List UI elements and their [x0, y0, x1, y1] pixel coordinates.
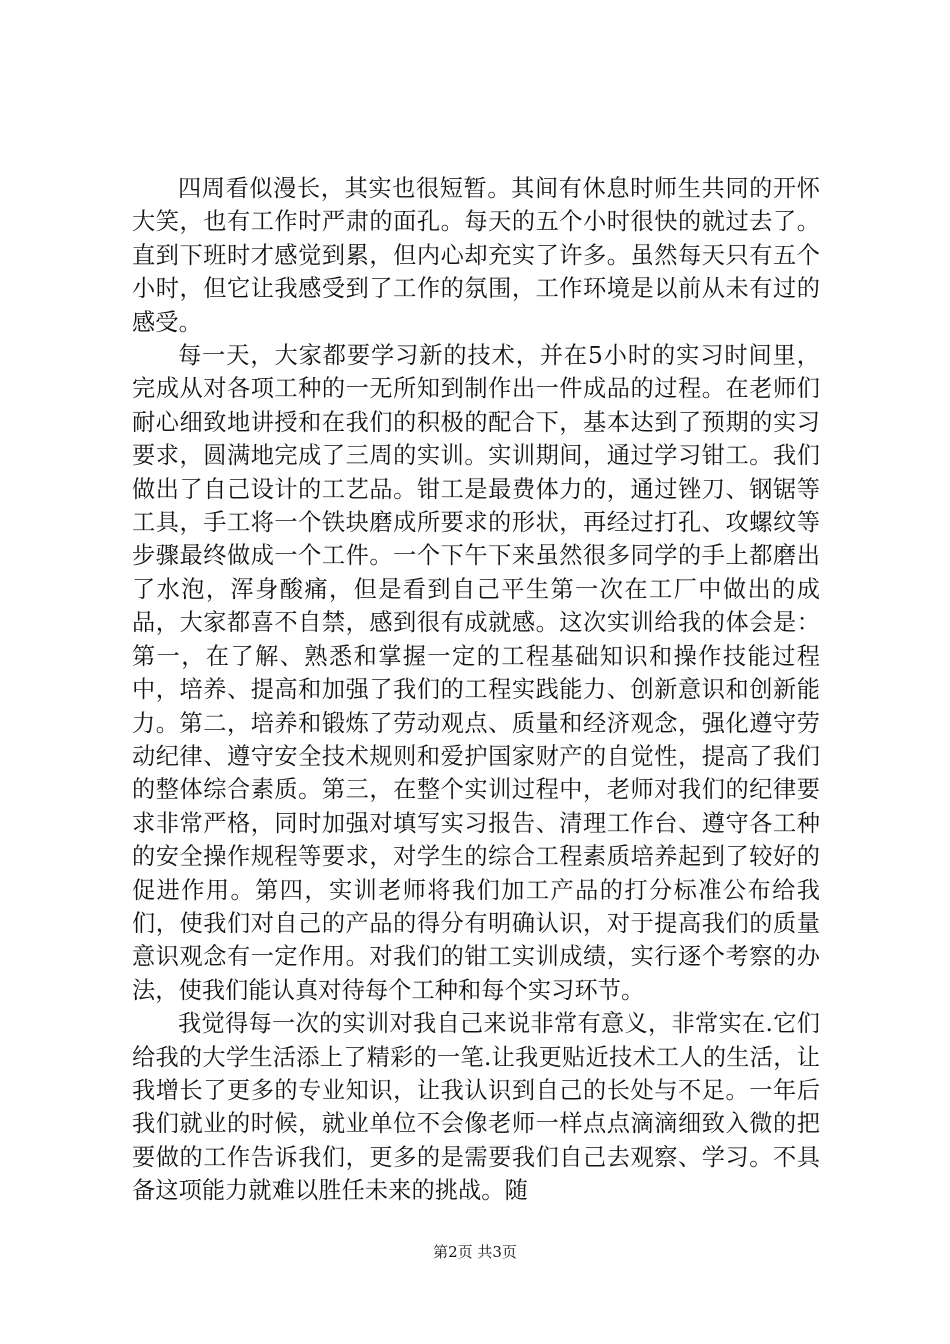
document-body: [132, 172, 820, 1208]
paragraph-3: 我觉得每一次的实训对我自己来说非常有意义，非常实在.它们给我的大学生活添上了精彩的一笔.让我更贴近技术工人的生活，让我增长了更多的专业知识，让我认识到自己的长处与不足。一年后我们就业的时候，就业单位不会像老师一样点点滴滴细致入微的把要做的工作告诉我们，更多的是需要我们自己去观察、学习。不具备这项能力就难以胜任未来的挑战。随: [132, 1010, 820, 1205]
paragraph-2: 每一天，大家都要学习新的技术，并在5小时的实习时间里，完成从对各项工种的一无所知到制作出一件成品的过程。在老师们耐心细致地讲授和在我们的积极的配合下，基本达到了预期的实习要求，圆满地完成了三周的实训。实训期间，通过学习钳工。我们做出了自己设计的工艺品。钳工是最费体力的，通过锉刀、钢锯等工具，手工将一个铁块磨成所要求的形状，再经过打孔、攻螺纹等步骤最终做成一个工件。一个下午下来虽然很多同学的手上都磨出了水泡，浑身酸痛，但是看到自己平生第一次在工厂中做出的成品，大家都喜不自禁，感到很有成就感。这次实训给我的体会是：第一，在了解、熟悉和掌握一定的工程基础知识和操作技能过程中，培养、提高和加强了我们的工程实践能力、创新意识和创新能力。第二，培养和锻炼了劳动观点、质量和经济观念，强化遵守劳动纪律、遵守安全技术规则和爱护国家财产的自觉性，提高了我们的整体综合素质。第三，在整个实训过程中，老师对我们的纪律要求非常严格，同时加强对填写实习报告、清理工作台、遵守各工种的安全操作规程等要求，对学生的综合工程素质培养起到了较好的促进作用。第四，实训老师将我们加工产品的打分标准公布给我们，使我们对自己的产品的得分有明确认识，对于提高我们的质量意识观念有一定作用。对我们的钳工实训成绩，实行逐个考察的办法，使我们能认真对待每个工种和每个实习环节。: [132, 342, 820, 1004]
page-footer: 第2页 共3页: [433, 1243, 517, 1261]
paragraph-1: 四周看似漫长，其实也很短暂。其间有休息时师生共同的开怀大笑，也有工作时严肃的面孔。每天的五个小时很快的就过去了。直到下班时才感觉到累，但内心却充实了许多。虽然每天只有五个小时，但它让我感受到了工作的氛围，工作环境是以前从未有过的感受。: [132, 175, 820, 336]
